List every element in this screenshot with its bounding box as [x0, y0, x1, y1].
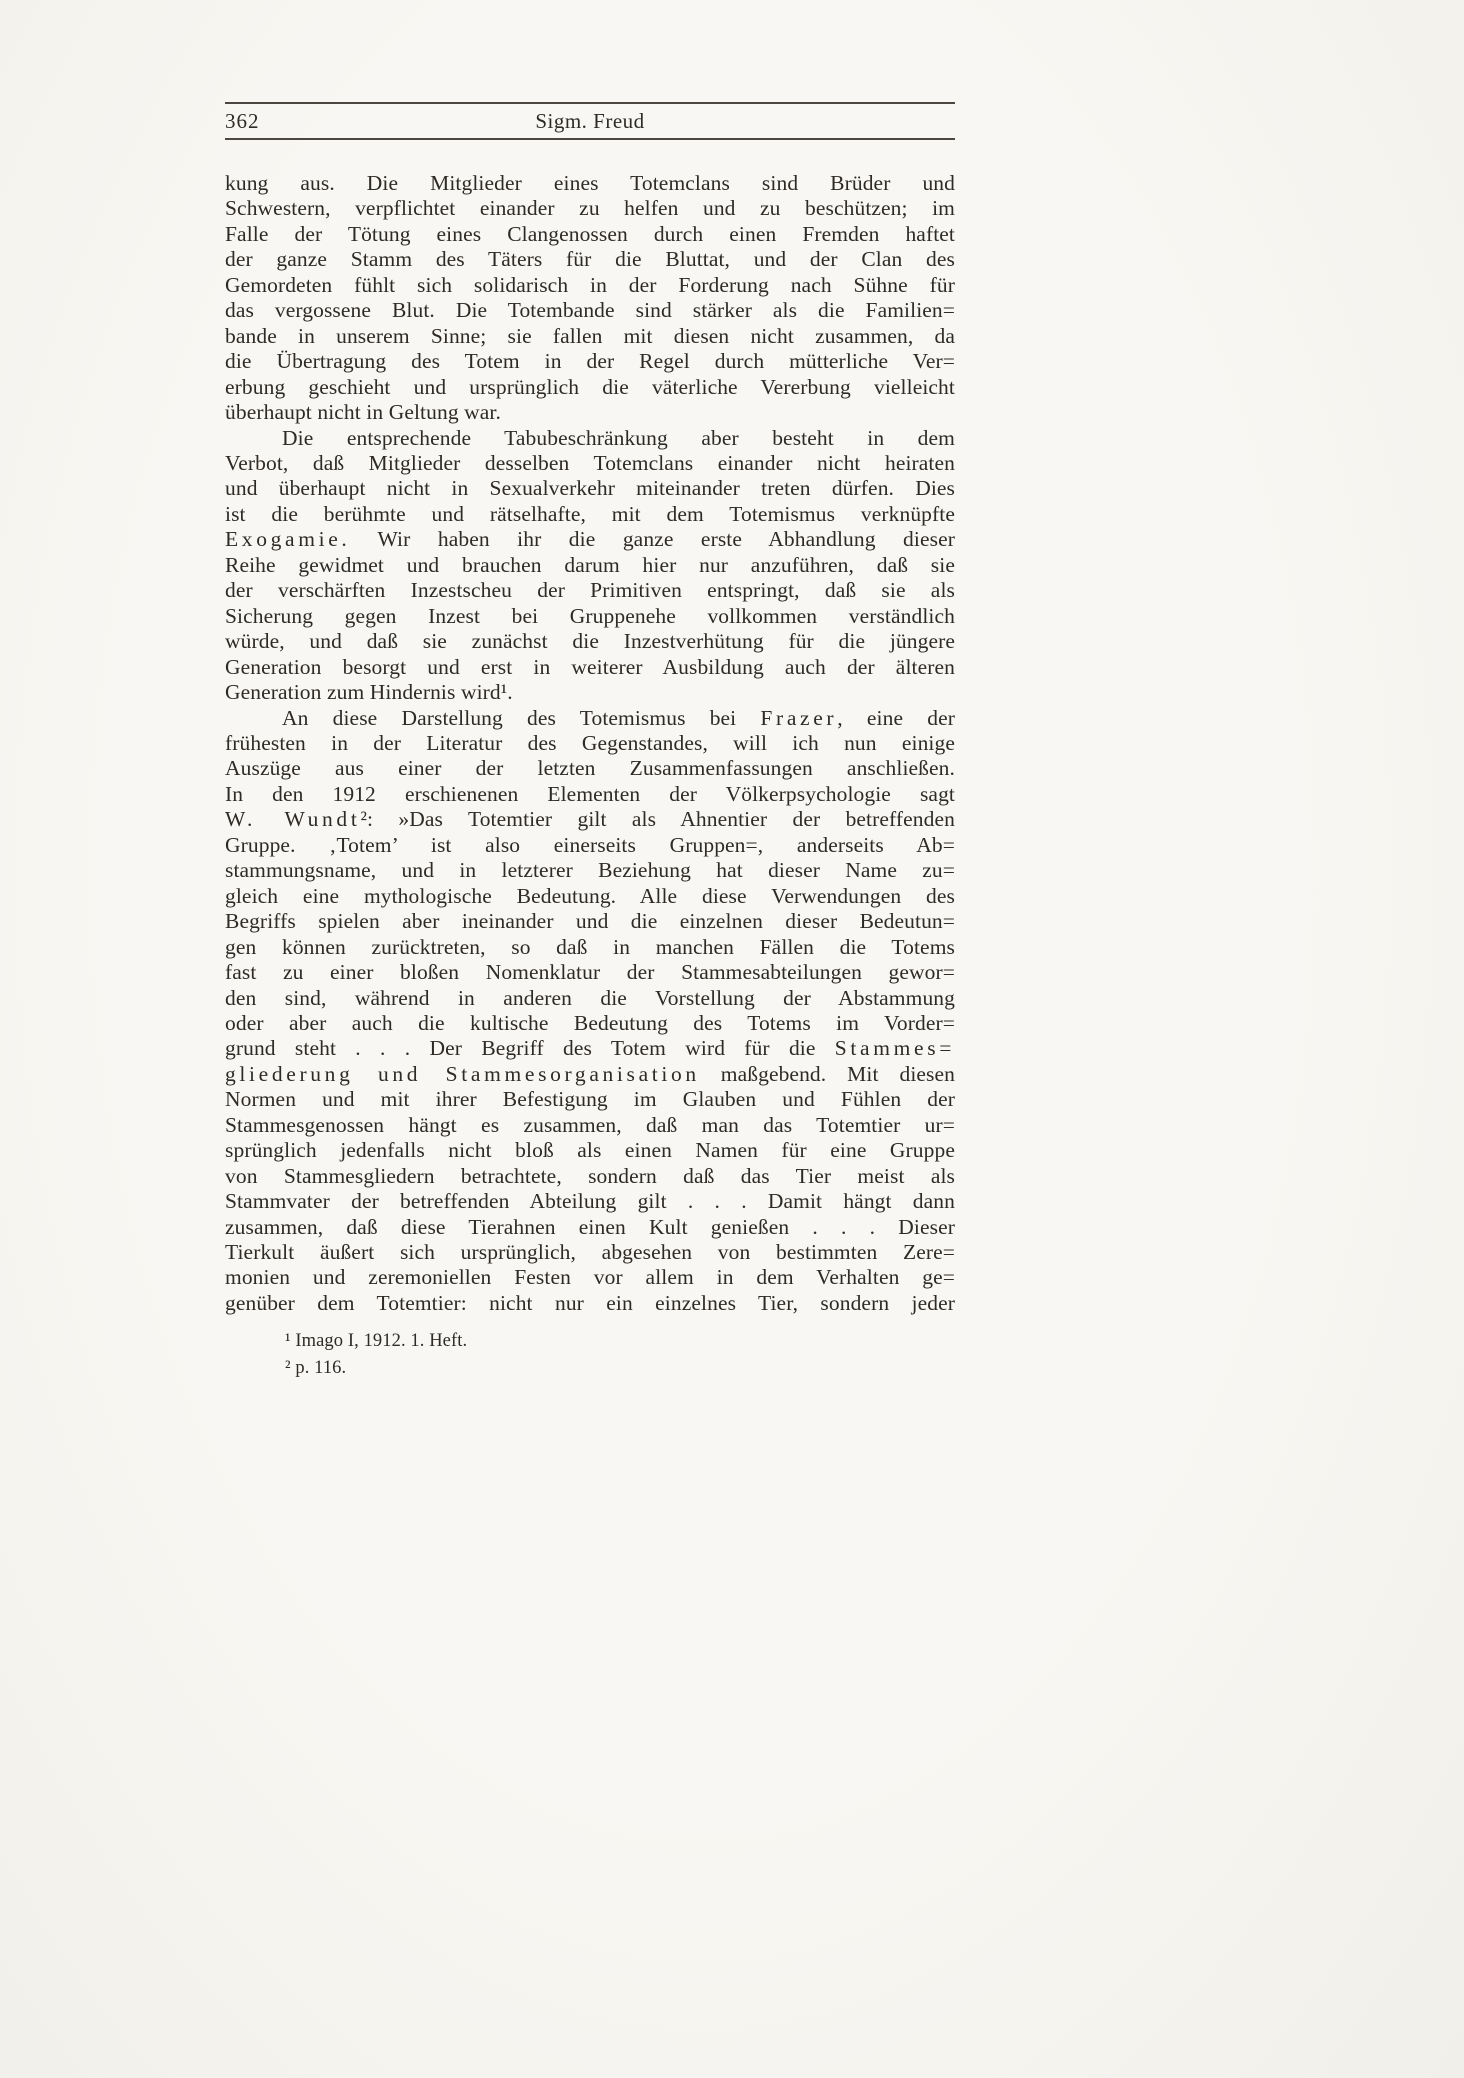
text-line: den sind, während in anderen die Vorstellung der Abstammung [225, 985, 955, 1010]
text-line: ist die berühmte und rätselhafte, mit dem Totemismus verknüpfte [225, 501, 955, 526]
text-line: In den 1912 erschienenen Elementen der Völkerpsychologie sagt [225, 781, 955, 806]
text-line [225, 706, 955, 731]
text-line: genüber dem Totemtier: nicht nur ein einzelnes Tier, sondern jeder [225, 1290, 955, 1315]
text-line [225, 807, 955, 832]
text-line: fast zu einer bloßen Nomenklatur der Stammesabteilungen gewor= [225, 960, 955, 985]
text-line: Generation besorgt und erst in weiterer Ausbildung auch der älteren [225, 654, 955, 679]
text-line: gen können zurücktreten, so daß in manchen Fällen die Totems [225, 934, 955, 959]
letterspaced-emphasis: Stammes= [834, 1036, 955, 1061]
text-line: würde, und daß sie zunächst die Inzestverhütung für die jüngere [225, 629, 955, 654]
text-line: Schwestern, verpflichtet einander zu helfen und zu beschützen; im [225, 196, 955, 221]
text-line: gleich eine mythologische Bedeutung. Alle diese Verwendungen des [225, 883, 955, 908]
text-line: Stammvater der betreffenden Abteilung gilt . . . Damit hängt dann [225, 1189, 955, 1214]
text-line: stammungsname, und in letzterer Beziehung hat dieser Name zu= [225, 858, 955, 883]
text-segment: Wir haben ihr die ganze erste Abhandlung dieser [350, 527, 955, 552]
letterspaced-emphasis: gliederung und Stammesorganisation [225, 1061, 700, 1086]
text-line: oder aber auch die kultische Bedeutung des Totems im Vorder= [225, 1010, 955, 1035]
paragraphs-container [225, 171, 955, 1316]
text-line: Normen und mit ihrer Befestigung im Glauben und Fühlen der [225, 1087, 955, 1112]
text-line [225, 1036, 955, 1061]
letterspaced-emphasis: Frazer [760, 705, 838, 730]
text-line: Reihe gewidmet und brauchen darum hier nur anzuführen, daß sie [225, 552, 955, 577]
footnote: ¹ Imago I, 1912. 1. Heft. [285, 1331, 468, 1352]
text-segment: ²: »Das Totemtier gilt als Ahnentier der betreffenden [360, 807, 955, 832]
text-line: Stammesgenossen hängt es zusammen, daß man das Totemtier ur= [225, 1112, 955, 1137]
paragraph [225, 426, 955, 706]
text-line: der verschärften Inzestscheu der Primitiven entspringt, daß sie als [225, 578, 955, 603]
text-segment: grund steht . . . Der Begriff des Totem wird für die [225, 1036, 835, 1061]
letterspaced-emphasis: Exogamie. [225, 527, 351, 552]
footnotes [225, 1328, 955, 1381]
text-line: Tierkult äußert sich ursprünglich, abgesehen von bestimmten Zere= [225, 1240, 955, 1265]
page-header [225, 102, 955, 140]
text-line: Gemordeten fühlt sich solidarisch in der Forderung nach Sühne für [225, 272, 955, 297]
letterspaced-emphasis: W. Wundt [225, 807, 361, 832]
text-line: Gruppe. ‚Totem’ ist also einerseits Gruppen=, anderseits Ab= [225, 832, 955, 857]
text-line: das vergossene Blut. Die Totembande sind stärker als die Familien= [225, 298, 955, 323]
text-line: Die entsprechende Tabubeschränkung aber besteht in dem [282, 425, 955, 450]
text-line: bande in unserem Sinne; sie fallen mit diesen nicht zusammen, da [225, 323, 955, 348]
text-line: monien und zeremoniellen Festen vor allem in dem Verhalten ge= [225, 1265, 955, 1290]
text-line: der ganze Stamm des Täters für die Bluttat, und der Clan des [225, 247, 955, 272]
text-segment: An diese Darstellung des Totemismus bei [282, 705, 761, 730]
text-line: Begriffs spielen aber ineinander und die einzelnen dieser Bedeutun= [225, 909, 955, 934]
text-line: Generation zum Hindernis wird¹. [225, 680, 513, 705]
text-line: kung aus. Die Mitglieder eines Totemclans sind Brüder und [225, 171, 955, 195]
text-line [225, 1062, 955, 1087]
text-block [225, 171, 955, 1381]
text-line: frühesten in der Literatur des Gegenstandes, will ich nun einige [225, 730, 955, 755]
page-number: 362 [225, 109, 260, 133]
running-title: Sigm. Freud [535, 109, 645, 133]
text-line: zusammen, daß diese Tierahnen einen Kult genießen . . . Dieser [225, 1214, 955, 1239]
text-segment: , eine der [837, 705, 955, 730]
text-line: Verbot, daß Mitglieder desselben Totemclans einander nicht heiraten [225, 450, 955, 475]
text-line: Sicherung gegen Inzest bei Gruppenehe vollkommen verständlich [225, 603, 955, 628]
text-line: erbung geschieht und ursprünglich die väterliche Vererbung vielleicht [225, 374, 955, 399]
text-line: sprünglich jedenfalls nicht bloß als einen Namen für eine Gruppe [225, 1138, 955, 1163]
text-line: und überhaupt nicht in Sexualverkehr miteinander treten dürfen. Dies [225, 476, 955, 501]
text-line: Auszüge aus einer der letzten Zusammenfassungen anschließen. [225, 756, 955, 781]
text-segment: maßgebend. Mit diesen [699, 1061, 955, 1086]
paragraph [225, 171, 955, 426]
text-line: Falle der Tötung eines Clangenossen durch einen Fremden haftet [225, 221, 955, 246]
text-line: überhaupt nicht in Geltung war. [225, 400, 501, 425]
text-line: die Übertragung des Totem in der Regel durch mütterliche Ver= [225, 349, 955, 374]
text-line [225, 527, 955, 552]
footnote: ² p. 116. [285, 1357, 347, 1378]
paragraph [225, 706, 955, 1317]
text-line: von Stammesgliedern betrachtete, sondern daß das Tier meist als [225, 1163, 955, 1188]
